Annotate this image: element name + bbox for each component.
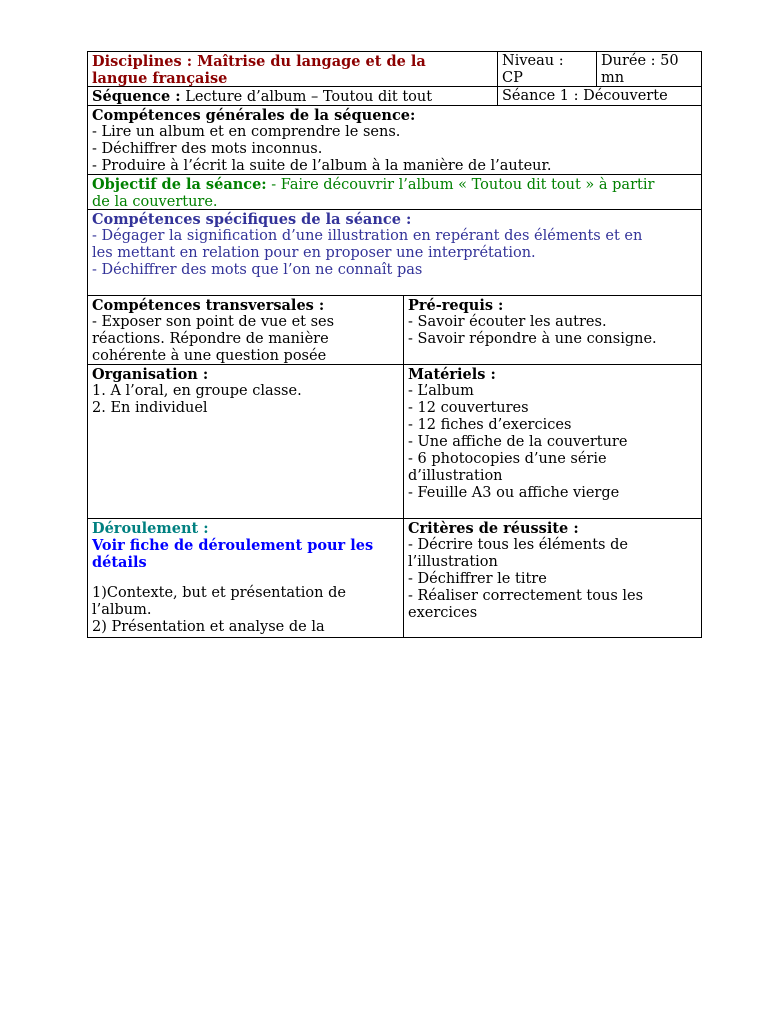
critere-line: - Réaliser correctement tous les — [408, 588, 644, 604]
materiel-item: - 12 couvertures — [408, 400, 529, 416]
organisation-cell — [87, 364, 404, 519]
disciplines-line1 — [92, 53, 493, 70]
transversales-cell — [87, 295, 404, 365]
deroulement-title: Déroulement : — [92, 520, 209, 537]
niveau-label: Niveau : — [502, 53, 564, 69]
critere-line: exercices — [408, 605, 478, 621]
organisation-line: 1. A l’oral, en groupe classe. — [92, 383, 302, 399]
materiel-item: - Feuille A3 ou affiche vierge — [408, 485, 620, 501]
niveau-cell — [497, 51, 597, 87]
competences-generales-title: Compétences générales de la séquence: — [92, 107, 416, 124]
materiels-title: Matériels : — [408, 366, 496, 383]
objectif-label: Objectif de la séance: — [92, 176, 267, 193]
deroulement-link-line1[interactable]: Voir fiche de déroulement pour les — [92, 537, 374, 554]
competence-specifique-line: les mettant en relation pour en proposer une interprétation. — [92, 245, 536, 261]
transversales-title: Compétences transversales : — [92, 297, 325, 314]
prerequis-cell — [403, 295, 702, 365]
deroulement-link-line2[interactable]: détails — [92, 554, 147, 571]
sequence-label: Séquence : — [92, 88, 181, 105]
objectif-value-part1: - Faire découvrir l’album « Toutou dit tout » à partir — [266, 177, 655, 193]
seance-value: Séance 1 : Découverte — [502, 88, 668, 104]
spacer — [92, 571, 399, 585]
competence-generale-item: - Déchiffrer des mots inconnus. — [92, 141, 323, 157]
materiel-item: - 12 fiches d’exercices — [408, 417, 572, 433]
transversales-line: réactions. Répondre de manière — [92, 331, 329, 347]
prerequis-line: - Savoir répondre à une consigne. — [408, 331, 657, 347]
criteres-cell — [403, 518, 702, 638]
seance-cell — [497, 86, 702, 106]
critere-line: - Décrire tous les éléments de — [408, 537, 628, 553]
organisation-line: 2. En individuel — [92, 400, 208, 416]
sequence-value: Lecture d’album – Toutou dit tout — [180, 89, 433, 105]
materiel-item: - 6 photocopies d’une série — [408, 451, 607, 467]
competences-specifiques-title: Compétences spécifiques de la séance : — [92, 211, 412, 228]
deroulement-cell — [87, 518, 404, 638]
organisation-title: Organisation : — [92, 366, 209, 383]
objectif-cell — [87, 174, 702, 210]
competence-generale-item: - Lire un album et en comprendre le sens. — [92, 124, 401, 140]
competence-specifique-line: - Déchiffrer des mots que l’on ne connaît pas — [92, 262, 423, 278]
prerequis-title: Pré-requis : — [408, 297, 504, 314]
competences-specifiques-cell — [87, 209, 702, 296]
disciplines-value-part1: Maîtrise du langage et de la — [197, 53, 426, 70]
disciplines-value-part2: langue française — [92, 70, 228, 87]
materiel-item: d’illustration — [408, 468, 503, 484]
deroulement-line: 1)Contexte, but et présentation de — [92, 585, 346, 601]
materiels-cell — [403, 364, 702, 519]
disciplines-label: Disciplines : — [92, 53, 193, 70]
competence-specifique-line: - Dégager la signification d’une illustration en repérant des éléments et en — [92, 228, 643, 244]
critere-line: l’illustration — [408, 554, 498, 570]
criteres-title: Critères de réussite : — [408, 520, 579, 537]
duree-label: Durée : 50 — [601, 53, 679, 69]
disciplines-cell — [87, 51, 498, 87]
deroulement-line: l’album. — [92, 602, 152, 618]
transversales-line: cohérente à une question posée — [92, 348, 327, 364]
critere-line: - Déchiffrer le titre — [408, 571, 547, 587]
materiel-item: - Une affiche de la couverture — [408, 434, 628, 450]
sequence-cell — [87, 86, 498, 106]
niveau-value: CP — [502, 70, 523, 86]
prerequis-line: - Savoir écouter les autres. — [408, 314, 607, 330]
competence-generale-item: - Produire à l’écrit la suite de l’album à la manière de l’auteur. — [92, 158, 552, 174]
materiel-item: - L’album — [408, 383, 474, 399]
duree-unit: mn — [601, 70, 625, 86]
transversales-line: - Exposer son point de vue et ses — [92, 314, 335, 330]
deroulement-line: 2) Présentation et analyse de la — [92, 619, 325, 635]
competences-generales-cell — [87, 105, 702, 175]
duree-cell — [596, 51, 702, 87]
objectif-value-part2: de la couverture. — [92, 194, 218, 210]
